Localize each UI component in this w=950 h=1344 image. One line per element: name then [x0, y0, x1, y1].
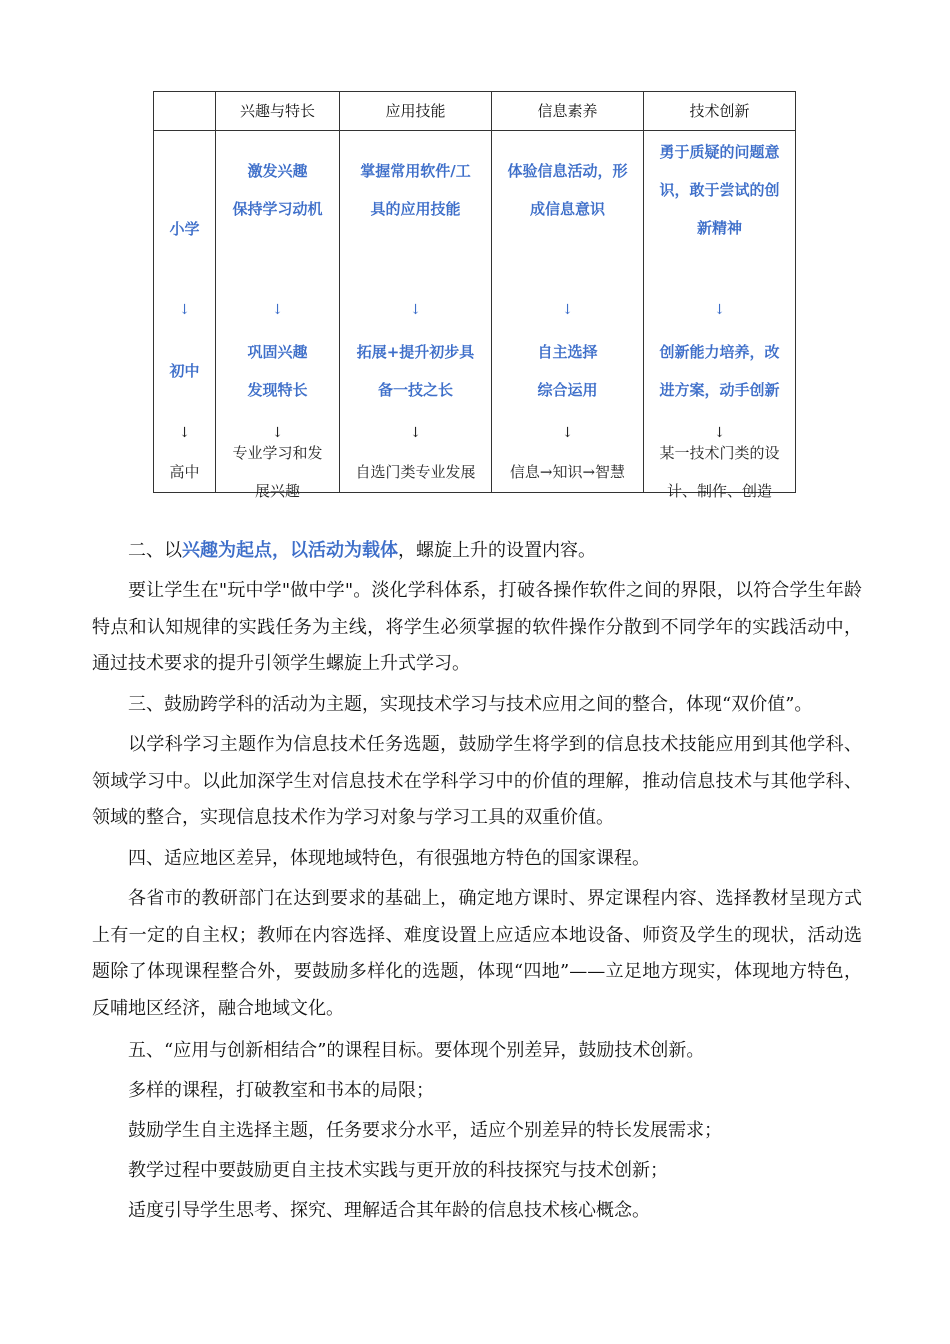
arrow-down-icon: ↓ [561, 425, 574, 441]
paragraph: 各省市的教研部门在达到要求的基础上，确定地方课时、界定课程内容、选择教材呈现方式上有一定的自主权；教师在内容选择、难度设置上应适应本地设备、师资及学生的现状，活动选题除了体现课程整合外，要鼓励多样化的选题，体现“四地”——立足地方现实，体现地方特色，反哺地区经济，融合地域文化。 [92, 888, 862, 1019]
middle-line-1: 自主选择 [537, 343, 598, 361]
arrow-down-icon: ↓ [178, 302, 191, 318]
high-line-1: 自选门类专业发展 [355, 463, 476, 481]
section-heading-5: 五、“应用与创新相结合”的课程目标。要体现个别差异，鼓励技术创新。 [128, 1040, 705, 1061]
arrow-down-icon: ↓ [713, 302, 726, 318]
table-body-row [154, 131, 796, 493]
arrow-down-icon: ↓ [178, 425, 191, 441]
header-cell-corner [154, 92, 216, 131]
table-header-row [154, 92, 796, 131]
middle-line-2: 发现特长 [247, 381, 308, 399]
section-heading-2 [92, 533, 862, 570]
header-cell-skills: 应用技能 [340, 92, 492, 131]
arrow-down-icon: ↓ [271, 425, 284, 441]
primary-line-3: 新精神 [696, 219, 742, 237]
arrow-down-icon: ↓ [271, 302, 284, 318]
arrow-down-icon: ↓ [409, 302, 422, 318]
skills-column [340, 131, 492, 493]
stage-high: 高中 [169, 463, 200, 481]
arrow-down-icon: ↓ [713, 425, 726, 441]
primary-line-2: 识，敢于尝试的创 [659, 181, 780, 199]
stage-middle: 初中 [169, 362, 200, 380]
middle-line-1: 拓展+提升初步具 [356, 343, 475, 361]
high-line-1: 专业学习和发 [232, 444, 323, 462]
high-line-1: 信息→知识→智慧 [509, 463, 626, 481]
high-line-1: 某一技术门类的设 [659, 444, 780, 462]
paragraph: 适度引导学生思考、探究、理解适合其年龄的信息技术核心概念。 [128, 1200, 650, 1221]
section-emphasis: 兴趣为起点，以活动为载体 [182, 540, 398, 561]
paragraph: 教学过程中要鼓励更自主技术实践与更开放的科技探究与技术创新； [128, 1160, 668, 1181]
section-heading-3: 三、鼓励跨学科的活动为主题，实现技术学习与技术应用之间的整合，体现“双价值”。 [128, 694, 813, 715]
middle-line-2: 进方案，动手创新 [659, 381, 780, 399]
primary-line-2: 保持学习动机 [232, 200, 323, 218]
middle-line-1: 巩固兴趣 [247, 343, 308, 361]
primary-line-1: 勇于质疑的问题意 [659, 143, 780, 161]
high-line-2: 展兴趣 [254, 482, 300, 500]
middle-line-2: 备一技之长 [377, 381, 453, 399]
innovation-column [644, 131, 796, 500]
literacy-column [492, 131, 644, 493]
section-prefix: 二、以 [128, 540, 182, 561]
paragraph: 鼓励学生自主选择主题，任务要求分水平，适应个别差异的特长发展需求； [128, 1120, 722, 1141]
section-heading-4: 四、适应地区差异，体现地域特色，有很强地方特色的国家课程。 [128, 848, 650, 869]
primary-line-1: 激发兴趣 [247, 162, 308, 180]
primary-line-2: 成信息意识 [529, 200, 605, 218]
stage-primary: 小学 [169, 220, 200, 238]
paragraph: 以学科学习主题作为信息技术任务选题，鼓励学生将学到的信息技术技能应用到其他学科、领域学习中。以此加深学生对信息技术在学科学习中的价值的理解，推动信息技术与其他学科、领域的整合，实现信息技术作为学习对象与学习工具的双重价值。 [92, 734, 862, 828]
high-line-2: 计、制作、创造 [666, 482, 772, 500]
middle-line-1: 创新能力培养，改 [659, 343, 780, 361]
primary-line-1: 体验信息活动，形 [507, 162, 628, 180]
header-cell-interest: 兴趣与特长 [216, 92, 340, 131]
paragraph: 要让学生在"玩中学"做中学"。淡化学科体系，打破各操作软件之间的界限，以符合学生年龄特点和认知规律的实践任务为主线，将学生必须掌握的软件操作分散到不同学年的实践活动中，通过技术要求的提升引领学生螺旋上升式学习。 [92, 580, 862, 674]
arrow-down-icon: ↓ [561, 302, 574, 318]
interest-column [216, 131, 340, 500]
header-cell-literacy: 信息素养 [492, 92, 644, 131]
stage-column [154, 131, 216, 493]
middle-line-2: 综合运用 [537, 381, 598, 399]
arrow-down-icon: ↓ [409, 425, 422, 441]
curriculum-table [153, 91, 796, 500]
primary-line-2: 具的应用技能 [370, 200, 461, 218]
primary-line-1: 掌握常用软件/工 [360, 162, 471, 180]
paragraph: 多样的课程，打破教室和书本的局限； [128, 1080, 434, 1101]
section-suffix: ，螺旋上升的设置内容。 [398, 540, 596, 561]
header-cell-innovation: 技术创新 [644, 92, 796, 131]
